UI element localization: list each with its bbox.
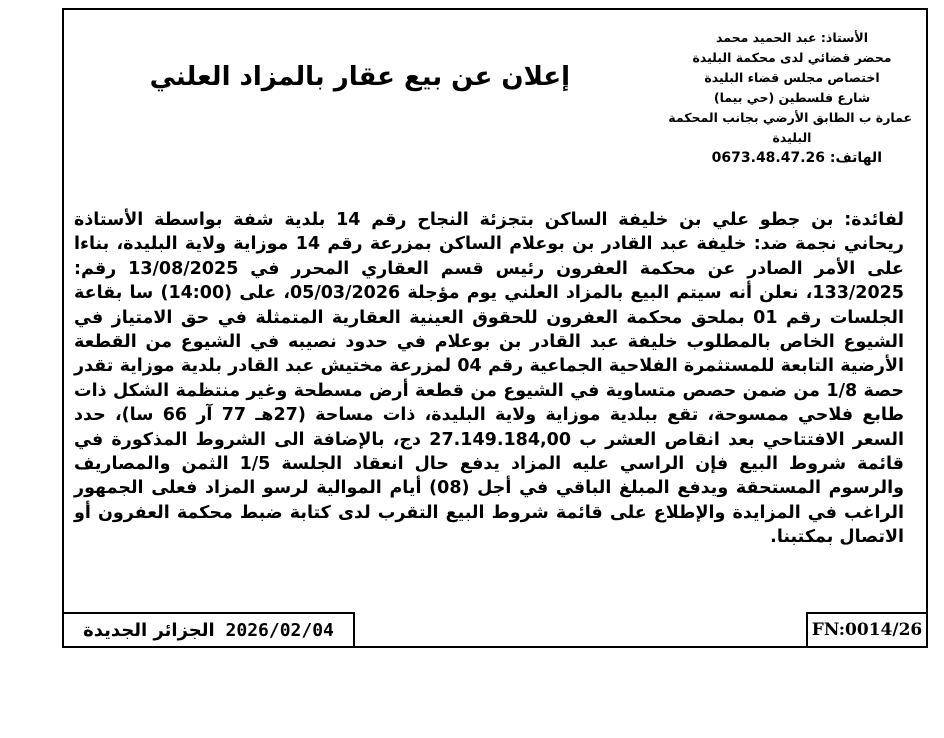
- bailiff-phone-line: [672, 148, 912, 168]
- bailiff-city: البليدة: [772, 130, 812, 145]
- bailiff-role: محضر قضائي لدى محكمة البليدة: [692, 50, 892, 65]
- bailiff-header: [668, 28, 912, 168]
- notice-body: لفائدة: بن جطو علي بن خليفة الساكن بتجزئة النجاح رقم 14 بلدية شفة بواسطة الأستاذة ريحاني نجمة ضد: خليفة عبد القادر بن بوعلام الساكن بمزرعة رقم 14 موزاية ولاية البليدة، بناءا على الأمر الصادر عن محكمة العفرون رئيس قسم العقاري المحرر في 13/08/2025 رقم: 133/2025، نعلن أنه سيتم البيع بالمزاد العلني يوم مؤجلة 05/03/2026، على (14:00) سا بقاعة الجلسات رقم 01 بملحق محكمة العفرون للحقوق العينية العقارية المتمثلة في حق الامتياز في الشيوع الخاص بالمطلوب خليفة عبد القادر بن بوعلام في حدود نصيبه في الشيوع من القطعة الأرضية التابعة للمستثمرة الفلاحية الجماعية رقم 04 لمزرعة مختيش عبد القادر بلدية موزاية تقدر حصة 1/8 من ضمن حصص متساوية في الشيوع من قطعة أرض مسطحة وغير منتظمة الشكل ذات طابع فلاحي ممسوحة، تقع ببلدية موزاية ولاية البليدة، ذات مساحة (27هـ 77 آر 66 سا)، حدد السعر الافتتاحي بعد انقاص العشر ب 27.149.184,00 دج، بالإضافة الى الشروط المذكورة في قائمة شروط البيع فإن الراسي عليه المزاد يدفع حال انعقاد الجلسة 1/5 الثمن والمصاريف والرسوم المستحقة ويدفع المبلغ الباقي في أجل (08) أيام الموالية لرسو المزاد فعلى الجمهور الراغب في المزايدة والإطلاع على قائمة شروط البيع التقرب لدى كتابة ضبط محكمة العفرون أو الاتصال بمكتبنا.: [74, 210, 905, 548]
- phone-number: 0673.48.47.26: [711, 150, 826, 166]
- newspaper-name: الجزائر الجديدة: [83, 619, 215, 641]
- bailiff-name: الأستاذ: عبد الحميد محمد: [715, 30, 869, 45]
- file-number: FN:0014/26: [806, 612, 928, 648]
- newspaper-footer: [62, 612, 355, 648]
- bailiff-street: شارع فلسطين (حي بيما): [713, 90, 871, 105]
- notice-title: إعلان عن بيع عقار بالمزاد العلني: [149, 62, 570, 92]
- bailiff-building: عمارة ب الطابق الأرضي بجانب المحكمة: [668, 110, 912, 125]
- publication-date: 2026/02/04: [225, 619, 334, 641]
- bailiff-jurisdiction: اختصاص مجلس قضاء البليدة: [704, 70, 880, 85]
- phone-label: الهاتف:: [829, 150, 882, 166]
